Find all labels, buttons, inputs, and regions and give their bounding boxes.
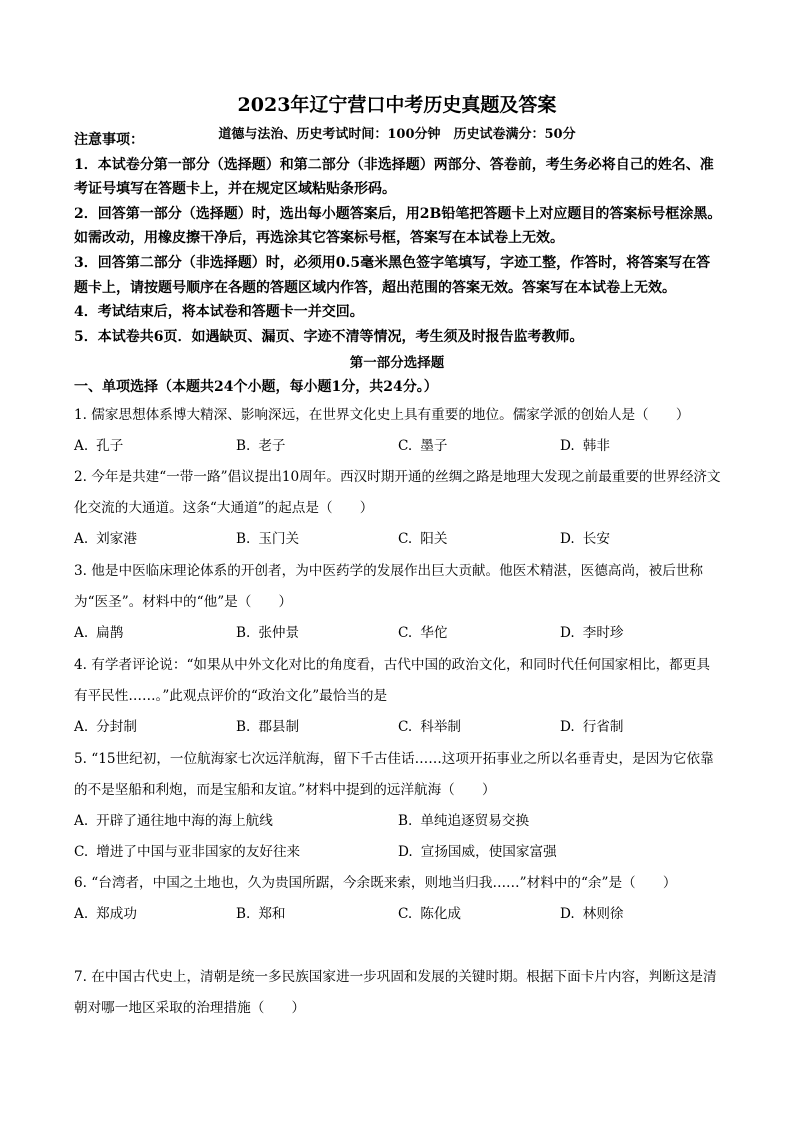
question-stem: 5. “15世纪初，一位航海家七次远洋航海，留下千古佳话……这项开拓事业之所以名垂青史，是因为它依靠的不是坚船和利炮，而是宝船和友谊。”材料中提到的远洋航海（ ） <box>74 751 714 798</box>
options-row <box>74 618 722 649</box>
option-d: D. 韩非 <box>560 438 610 454</box>
question-5 <box>74 744 722 868</box>
option-c: C. 阳关 <box>398 531 448 547</box>
question-6 <box>74 868 722 930</box>
option-b: B. 郡县制 <box>236 719 300 735</box>
question-4 <box>74 650 722 743</box>
question-stem: 6. “台湾者，中国之土地也，久为贵国所踞，今余既来索，则地当归我……”材料中的“余”是（ ） <box>74 875 677 891</box>
options-row <box>74 899 722 930</box>
option-d: D. 长安 <box>560 531 610 547</box>
option-c: C. 墨子 <box>398 438 448 454</box>
note-item: 4．考试结束后，将本试卷和答题卡一并交回。 <box>74 304 364 321</box>
options-row <box>74 712 722 743</box>
question-stem: 4. 有学者评论说：“如果从中外文化对比的角度看，古代中国的政治文化，和同时代任何国家相比，都更具有平民性……。”此观点评价的“政治文化”最恰当的是 <box>74 657 710 704</box>
note-item: 3．回答第二部分（非选择题）时，必须用0.5毫米黑色签字笔填写，字迹工整，作答时，将答案写在答题卡上，请按题号顺序在各题的答题区域内作答，超出范围的答案无效。答案写在本试卷上无效。 <box>74 254 711 296</box>
note-item: 2．回答第一部分（选择题）时，选出每小题答案后，用2B铅笔把答题卡上对应题目的答案标号框涂黑。如需改动，用橡皮擦干净后，再选涂其它答案标号框，答案写在本试卷上无效。 <box>74 205 722 247</box>
section-subtitle: 一、单项选择（本题共24个小题，每小题1分，共24分。） <box>74 379 438 395</box>
question-stem: 3. 他是中医临床理论体系的开创者，为中医药学的发展作出巨大贡献。他医术精湛，医德高尚，被后世称为“医圣”。材料中的“他”是（ ） <box>74 563 704 610</box>
notes-section <box>74 128 724 349</box>
option-a: A. 刘家港 <box>74 531 137 547</box>
notes-heading: 注意事项： <box>74 132 144 148</box>
option-a: A. 孔子 <box>74 438 124 454</box>
option-c: C. 陈化成 <box>398 906 462 922</box>
option-b: B. 单纯追逐贸易交换 <box>398 813 530 829</box>
question-stem: 2. 今年是共建“一带一路”倡议提出10周年。西汉时期开通的丝绸之路是地理大发现之前最重要的世界经济文化交流的大通道。这条“大通道”的起点是（ ） <box>74 469 721 516</box>
page-subtitle: 道德与法治、历史考试时间：100分钟 历史试卷满分：50分 <box>218 127 576 142</box>
option-c: C. 增进了中国与亚非国家的友好往来 <box>74 844 301 860</box>
option-c: C. 华佗 <box>398 625 448 641</box>
options-row <box>74 524 722 555</box>
note-item: 5．本试卷共6页．如遇缺页、漏页、字迹不清等情况，考生须及时报告监考教师。 <box>74 328 584 345</box>
option-b: B. 郑和 <box>236 906 286 922</box>
page-title: 2023年辽宁营口中考历史真题及答案 <box>237 94 557 116</box>
option-a: A. 扁鹊 <box>74 625 124 641</box>
section-title: 第一部分选择题 <box>349 355 445 371</box>
options-row <box>74 431 722 462</box>
option-b: B. 老子 <box>236 438 286 454</box>
option-d: D. 李时珍 <box>560 625 624 641</box>
options-row <box>74 837 722 868</box>
note-item: 1．本试卷分第一部分（选择题）和第二部分（非选择题）两部分、答卷前，考生务必将自己的姓名、准考证号填写在答题卡上，并在规定区域粘贴条形码。 <box>74 156 714 198</box>
question-2 <box>74 462 722 555</box>
option-d: D. 林则徐 <box>560 906 624 922</box>
option-c: C. 科举制 <box>398 719 462 735</box>
question-7 <box>74 962 722 1024</box>
option-b: B. 张仲景 <box>236 625 300 641</box>
option-a: A. 开辟了通往地中海的海上航线 <box>74 813 273 829</box>
options-row <box>74 806 722 837</box>
option-a: A. 分封制 <box>74 719 137 735</box>
option-d: D. 宣扬国威，使国家富强 <box>398 844 557 860</box>
question-stem: 7. 在中国古代史上，清朝是统一多民族国家进一步巩固和发展的关键时期。根据下面卡片内容，判断这是清朝对哪一地区采取的治理措施（ ） <box>74 969 717 1016</box>
option-d: D. 行省制 <box>560 719 624 735</box>
question-1 <box>74 400 722 462</box>
option-a: A. 郑成功 <box>74 906 137 922</box>
option-b: B. 玉门关 <box>236 531 300 547</box>
question-stem: 1. 儒家思想体系博大精深、影响深远，在世界文化史上具有重要的地位。儒家学派的创始人是（ ） <box>74 407 690 423</box>
question-3 <box>74 556 722 649</box>
